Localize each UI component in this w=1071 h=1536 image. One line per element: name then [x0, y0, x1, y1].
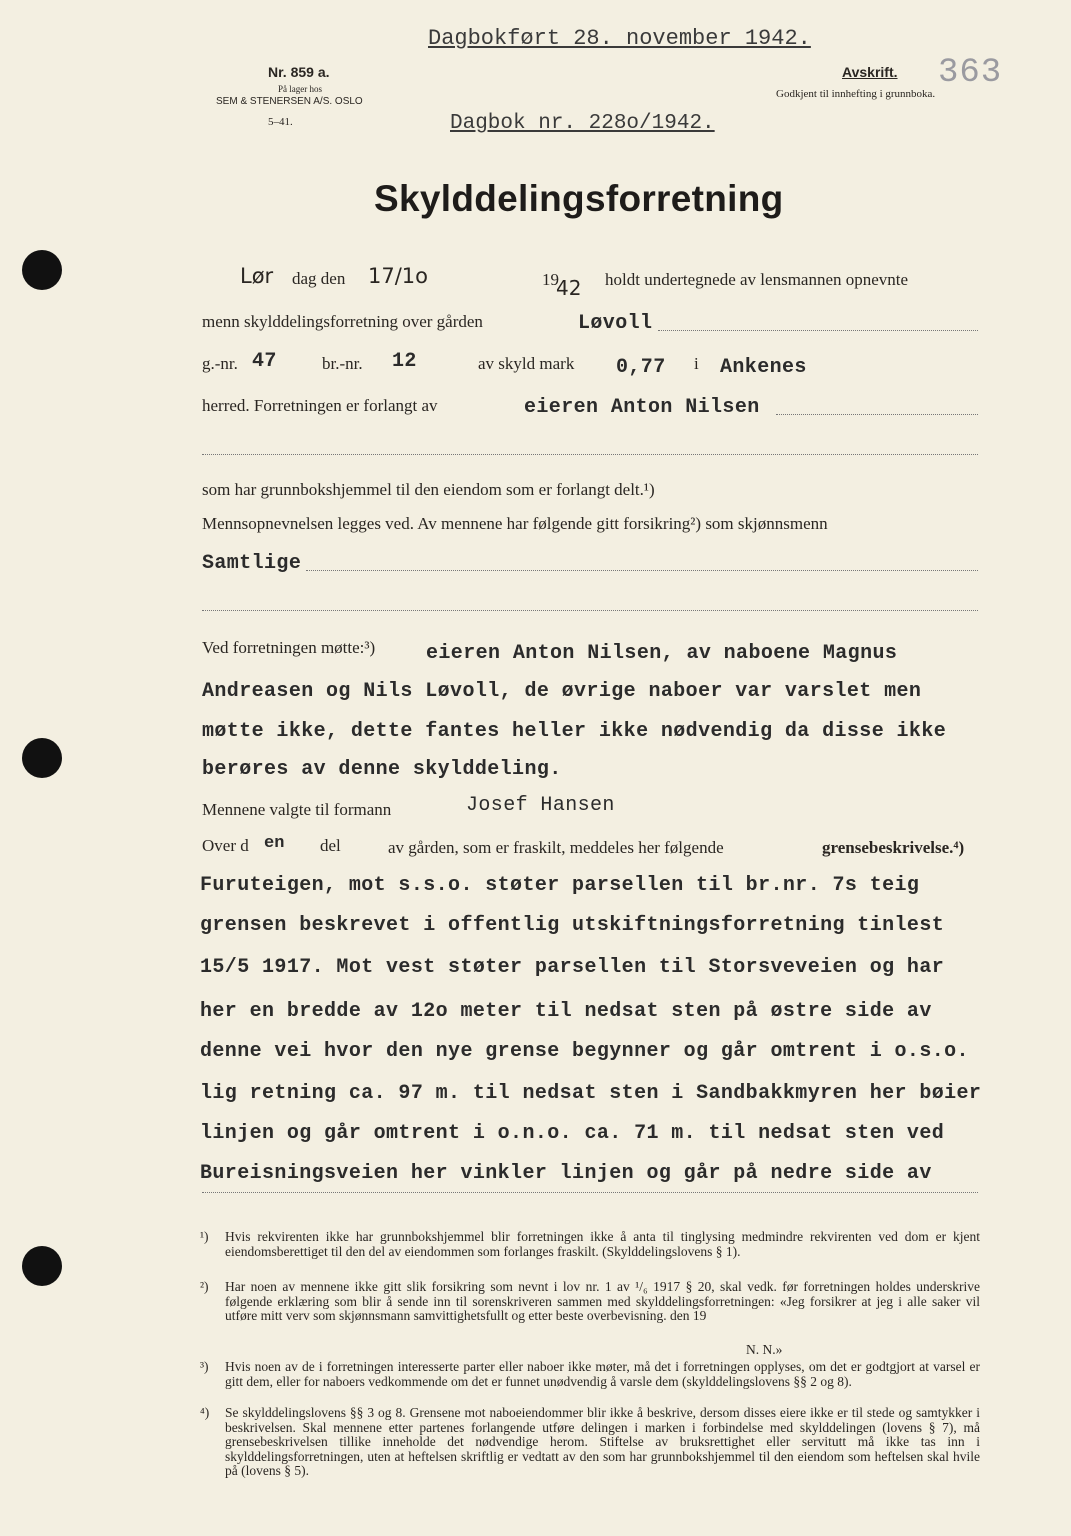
del-label: del — [320, 836, 341, 855]
description-line-2: grensen beskrevet i offentlig utskiftningsforretning tinlest — [200, 914, 945, 937]
avskrift-label: Avskrift. — [842, 64, 898, 80]
footnote-4 — [200, 1406, 980, 1479]
skyld-label: av skyld mark — [478, 354, 575, 373]
description-line-1: Furuteigen, mot s.s.o. støter parsellen til br.nr. 7s teig — [200, 874, 920, 897]
description-line-5: denne vei hvor den nye grense begynner og går omtrent i o.s.o. — [200, 1040, 969, 1063]
print-date-code: 5–41. — [268, 116, 293, 128]
footnote-1-text: Hvis rekvirenten ikke har grunnbokshjemmel blir forretningen ikke å anta til tinglysing medmindre rekvirenten ved dom er kjent eiendomsberettiget til den del av eiendommen som forlanges fraskilt. (Skylddelingslovens § 1). — [225, 1229, 980, 1259]
form-line1-b: holdt undertegnede av lensmannen opnevnte — [605, 270, 909, 289]
punch-hole-top — [22, 250, 62, 290]
dagbokfort-stamp: Dagbokført 28. november 1942. — [428, 26, 811, 51]
footnote-1 — [200, 1230, 980, 1259]
dagbok-nr-stamp: Dagbok nr. 228o/1942. — [450, 112, 715, 135]
footnote-4-text: Se skylddelingslovens §§ 3 og 8. Grensene mot naboeiendommer blir ikke å beskrive, dersom disses eiere ikke er til stede og samtykker i beskrivelsen. Skal mennene etter partenes forlangende utføre delingen i marken i forbindelse med skylddelingen (lovens § 7), må grensebeskrivelsen tillike inneholde det nødvendige herom. Stiftelse av bruksrettighet eller servitutt må ikke tas inn i skylddelingsforretningen, uten at heftelsen skriftlig er vedtatt av den som har grunnbokshjemmel til den eiendom som heftelsen skal hvile på (lovens § 5). — [225, 1405, 980, 1479]
samtlige-rule — [306, 570, 978, 571]
footnote-2 — [200, 1280, 980, 1324]
motte-label: Ved forretningen møtte:³) — [202, 638, 376, 657]
description-line-8: Bureisningsveien her vinkler linjen og går på nedre side av — [200, 1162, 932, 1185]
page-title: Skylddelingsforretning — [374, 178, 784, 219]
requested-by: eieren Anton Nilsen — [524, 396, 760, 419]
grense-label: grensebeskrivelse.⁴) — [822, 838, 965, 857]
skyld-value: 0,77 — [616, 356, 666, 379]
form-number: Nr. 859 a. — [268, 64, 330, 80]
form-year-prefix: 19 — [542, 270, 559, 289]
gnr-label: g.-nr. — [202, 354, 238, 373]
motte-line-1: eieren Anton Nilsen, av naboene Magnus — [426, 642, 898, 665]
farm-name: Løvoll — [578, 312, 653, 335]
bnr-value: 12 — [392, 350, 417, 373]
description-line-6: lig retning ca. 97 m. til nedsat sten i Sandbakkmyren her bøier — [200, 1082, 982, 1105]
gnr-value: 47 — [252, 350, 277, 373]
formann-name: Josef Hansen — [466, 794, 615, 817]
motte-line-3: møtte ikke, dette fantes heller ikke nødvendig da disse ikke — [202, 720, 947, 743]
over-fill: en — [264, 834, 285, 853]
punch-hole-middle — [22, 738, 62, 778]
samtlige: Samtlige — [202, 552, 302, 575]
pa-lager: På lager hos — [278, 84, 322, 94]
form-year: 42 — [556, 276, 582, 300]
form-line5: som har grunnbokshjemmel til den eiendom som er forlangt delt.¹) — [202, 480, 655, 499]
formann-label: Mennene valgte til formann — [202, 800, 392, 819]
form-line6: Mennsopnevnelsen legges ved. Av mennene har følgende gitt forsikring²) som skjønnsmenn — [202, 514, 828, 533]
place-name: Ankenes — [720, 356, 807, 379]
form-day: Lør — [240, 264, 274, 288]
description-line-3: 15/5 1917. Mot vest støter parsellen til Storsveveien og har — [200, 956, 945, 979]
godkjent-label: Godkjent til innhefting i grunnboka. — [776, 88, 936, 100]
over-rest: av gården, som er fraskilt, meddeles her følgende — [388, 838, 724, 857]
in-label: i — [694, 354, 699, 373]
footnote-2-signature: N. N.» — [746, 1342, 783, 1357]
footnote-4-number: ⁴) — [200, 1405, 210, 1420]
punch-hole-bottom — [22, 1246, 62, 1286]
blank-rule-2 — [202, 610, 978, 611]
description-end-rule — [202, 1192, 978, 1193]
form-line2-a: menn skylddelingsforretning over gården — [202, 312, 483, 331]
description-line-7: linjen og går omtrent i o.n.o. ca. 71 m. til nedsat sten ved — [200, 1122, 945, 1145]
footnote-3-text: Hvis noen av de i forretningen interesserte parter eller naboer ikke møter, må det i forretningen opplyses, om det er godtgjort at varsel er gitt dem, eller for naboers vedkommende om det er funnet unødvendig å varsle dem (skylddelingslovens §§ 2 og 8). — [225, 1359, 980, 1389]
motte-line-4: berøres av denne skylddeling. — [202, 758, 562, 781]
footnote-2-number: ²) — [200, 1279, 209, 1294]
form-line1-a: dag den — [292, 269, 346, 288]
page-number-stamp: 363 — [938, 54, 1003, 92]
bnr-label: br.-nr. — [322, 354, 363, 373]
line4-rule — [776, 414, 978, 415]
printer-name: SEM & STENERSEN A/S. OSLO — [216, 96, 363, 107]
blank-rule-1 — [202, 454, 978, 455]
description-line-4: her en bredde av 12o meter til nedsat sten på østre side av — [200, 1000, 932, 1023]
footnote-3-number: ³) — [200, 1359, 209, 1374]
over-label: Over d — [202, 836, 249, 855]
footnote-3 — [200, 1360, 980, 1389]
line2-rule — [658, 330, 978, 331]
form-date: 17/1o — [368, 264, 429, 288]
form-line4-a: herred. Forretningen er forlangt av — [202, 396, 438, 415]
footnote-1-number: ¹) — [200, 1229, 209, 1244]
footnote-2-text: Har noen av mennene ikke gitt slik forsikring som nevnt i lov nr. 1 av ¹/₆ 1917 § 20, skal vedk. før forretningen holdes underskrive følgende erklæring som blir å sende inn til sorenskriveren sammen med skylddelingsforretningen: «Jeg forsikrer at jeg i alle saker vil utføre mitt verv som skjønnsmann samvittighetsfullt og etter beste overbevisning. den 19 — [225, 1279, 980, 1324]
motte-line-2: Andreasen og Nils Løvoll, de øvrige naboer var varslet men — [202, 680, 922, 703]
